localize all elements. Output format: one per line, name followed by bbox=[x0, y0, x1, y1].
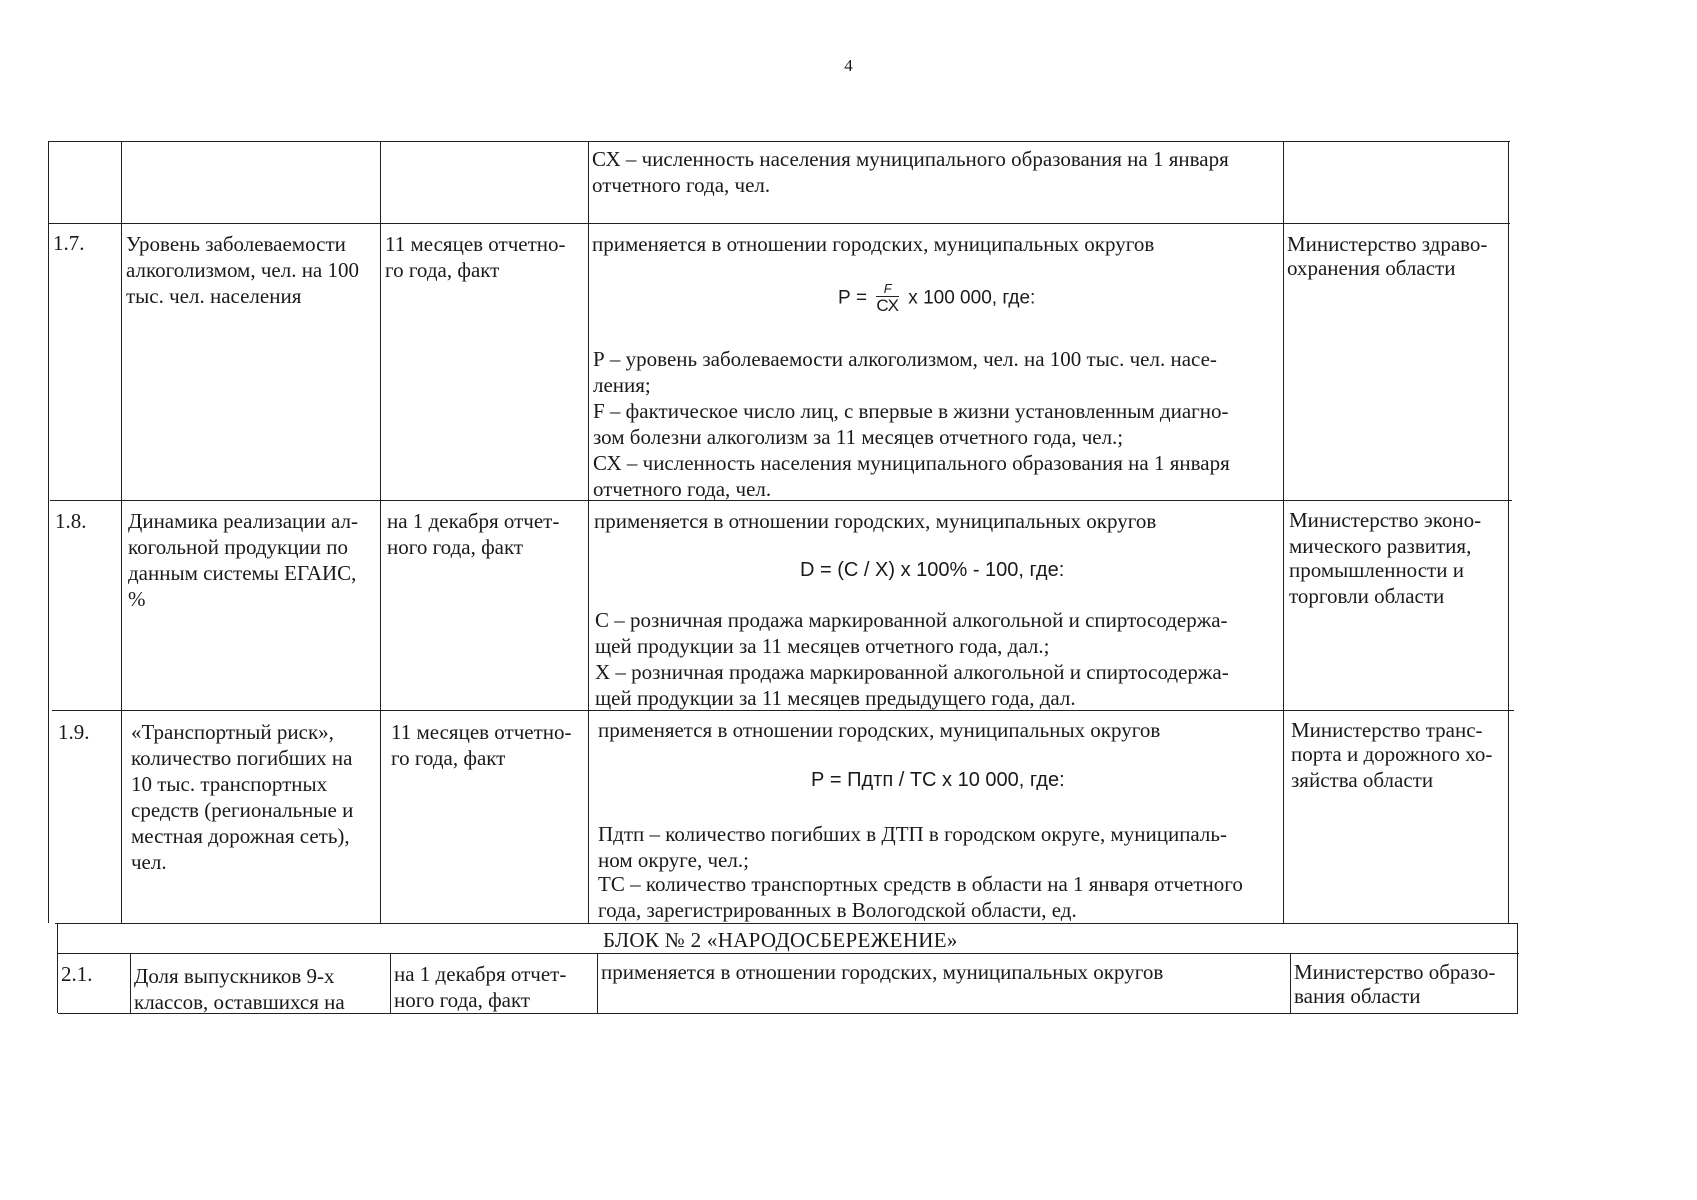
indicator-name-line: 10 тыс. транспортных bbox=[131, 772, 328, 796]
indicator-name-line: когольной продукции по bbox=[128, 535, 348, 559]
block-title: БЛОК № 2 «НАРОДОСБЕРЕЖЕНИЕ» bbox=[603, 928, 958, 952]
period-line: ного года, факт bbox=[387, 535, 524, 559]
formula: Р = Пдтп / ТС х 10 000, где: bbox=[811, 769, 1065, 791]
scope-text: применяется в отношении городских, муниципальных округов bbox=[598, 718, 1161, 742]
definition-line: Х – розничная продажа маркированной алкогольной и спиртосодержа- bbox=[595, 660, 1229, 684]
ministry-line: промышленности и bbox=[1289, 558, 1464, 582]
ministry-line: Министерство здраво- bbox=[1287, 232, 1488, 256]
definition-line: щей продукции за 11 месяцев отчетного года, дал.; bbox=[595, 634, 1050, 658]
formula-fraction bbox=[876, 282, 899, 315]
definition-line: Р – уровень заболеваемости алкоголизмом, чел. на 100 тыс. чел. насе- bbox=[593, 347, 1217, 371]
row-number: 1.7. bbox=[53, 231, 85, 255]
column-divider bbox=[1508, 141, 1509, 923]
ministry-line: зяйства области bbox=[1291, 768, 1434, 792]
row-number: 1.9. bbox=[58, 720, 90, 744]
ministry-line: мического развития, bbox=[1289, 534, 1472, 558]
formula-prefix: Р = bbox=[838, 287, 868, 309]
definition-line: ном округе, чел.; bbox=[598, 848, 749, 872]
ministry-line: Министерство образо- bbox=[1294, 960, 1496, 984]
column-divider bbox=[1290, 953, 1291, 1013]
column-divider bbox=[390, 953, 391, 1013]
indicator-name-line: % bbox=[128, 587, 146, 611]
period-line: 11 месяцев отчетно- bbox=[385, 232, 566, 256]
ministry-line: Министерство эконо- bbox=[1289, 508, 1482, 532]
period-line: ного года, факт bbox=[394, 988, 531, 1012]
definition-line: СХ – численность населения муниципального образования на 1 января bbox=[593, 451, 1230, 475]
indicator-name-line: количество погибших на bbox=[131, 746, 353, 770]
ministry-line: вания области bbox=[1294, 984, 1421, 1008]
table-border-top bbox=[48, 141, 1510, 142]
indicator-name-line: Динамика реализации ал- bbox=[128, 509, 358, 533]
period-line: го года, факт bbox=[385, 258, 500, 282]
column-divider bbox=[1517, 923, 1518, 1013]
indicator-name-line: классов, оставшихся на bbox=[134, 990, 345, 1014]
column-divider bbox=[48, 141, 49, 923]
column-divider bbox=[597, 953, 598, 1013]
scope-text: применяется в отношении городских, муниципальных округов bbox=[594, 509, 1157, 533]
indicator-name-line: средств (региональные и bbox=[131, 798, 354, 822]
formula-denominator: СХ bbox=[876, 296, 900, 315]
column-divider bbox=[1283, 141, 1284, 923]
row-number: 2.1. bbox=[61, 962, 93, 986]
definition-line: года, зарегистрированных в Вологодской области, ед. bbox=[598, 898, 1077, 922]
indicator-name-line: данным системы ЕГАИС, bbox=[128, 561, 357, 585]
column-divider bbox=[130, 953, 131, 1013]
indicator-name-line: «Транспортный риск», bbox=[131, 720, 334, 744]
formula-suffix: х 100 000, где: bbox=[908, 287, 1036, 309]
period-line: 11 месяцев отчетно- bbox=[391, 720, 572, 744]
definition-line: ТС – количество транспортных средств в области на 1 января отчетного bbox=[598, 872, 1243, 896]
ministry-line: охранения области bbox=[1287, 256, 1456, 280]
period-line: го года, факт bbox=[391, 746, 506, 770]
definition-line: СХ – численность населения муниципального образования на 1 января bbox=[592, 147, 1229, 171]
formula-numerator: F bbox=[876, 282, 899, 297]
indicator-name-line: чел. bbox=[131, 850, 167, 874]
row-divider bbox=[48, 223, 1510, 224]
definition-line: Пдтп – количество погибших в ДТП в городском округе, муниципаль- bbox=[598, 822, 1227, 846]
definition-line: ления; bbox=[593, 373, 651, 397]
indicator-name-line: тыс. чел. населения bbox=[126, 284, 302, 308]
indicator-name-line: Доля выпускников 9-х bbox=[134, 964, 335, 988]
scope-text: применяется в отношении городских, муниципальных округов bbox=[592, 232, 1155, 256]
definition-line: С – розничная продажа маркированной алкогольной и спиртосодержа- bbox=[595, 608, 1228, 632]
row-number: 1.8. bbox=[55, 509, 87, 533]
indicator-name-line: местная дорожная сеть), bbox=[131, 824, 350, 848]
indicator-name-line: алкоголизмом, чел. на 100 bbox=[126, 258, 359, 282]
column-divider bbox=[380, 141, 381, 923]
column-divider bbox=[57, 923, 58, 1013]
definition-line: зом болезни алкоголизм за 11 месяцев отчетного года, чел.; bbox=[593, 425, 1124, 449]
definition-line: отчетного года, чел. bbox=[593, 477, 772, 501]
formula: D = (С / Х) х 100% - 100, где: bbox=[800, 559, 1065, 581]
scope-text: применяется в отношении городских, муниципальных округов bbox=[601, 960, 1164, 984]
period-line: на 1 декабря отчет- bbox=[394, 962, 567, 986]
ministry-line: порта и дорожного хо- bbox=[1291, 742, 1493, 766]
definition-line: отчетного года, чел. bbox=[592, 173, 771, 197]
formula bbox=[838, 282, 1035, 315]
definition-line: щей продукции за 11 месяцев предыдущего года, дал. bbox=[595, 686, 1076, 710]
ministry-line: торговли области bbox=[1289, 584, 1445, 608]
definition-line: F – фактическое число лиц, с впервые в жизни установленным диагно- bbox=[593, 399, 1229, 423]
column-divider bbox=[588, 141, 589, 923]
ministry-line: Министерство транс- bbox=[1291, 718, 1483, 742]
column-divider bbox=[121, 141, 122, 923]
indicator-name-line: Уровень заболеваемости bbox=[126, 232, 346, 256]
period-line: на 1 декабря отчет- bbox=[387, 509, 560, 533]
row-divider bbox=[50, 500, 1512, 501]
page-number: 4 bbox=[844, 56, 853, 75]
